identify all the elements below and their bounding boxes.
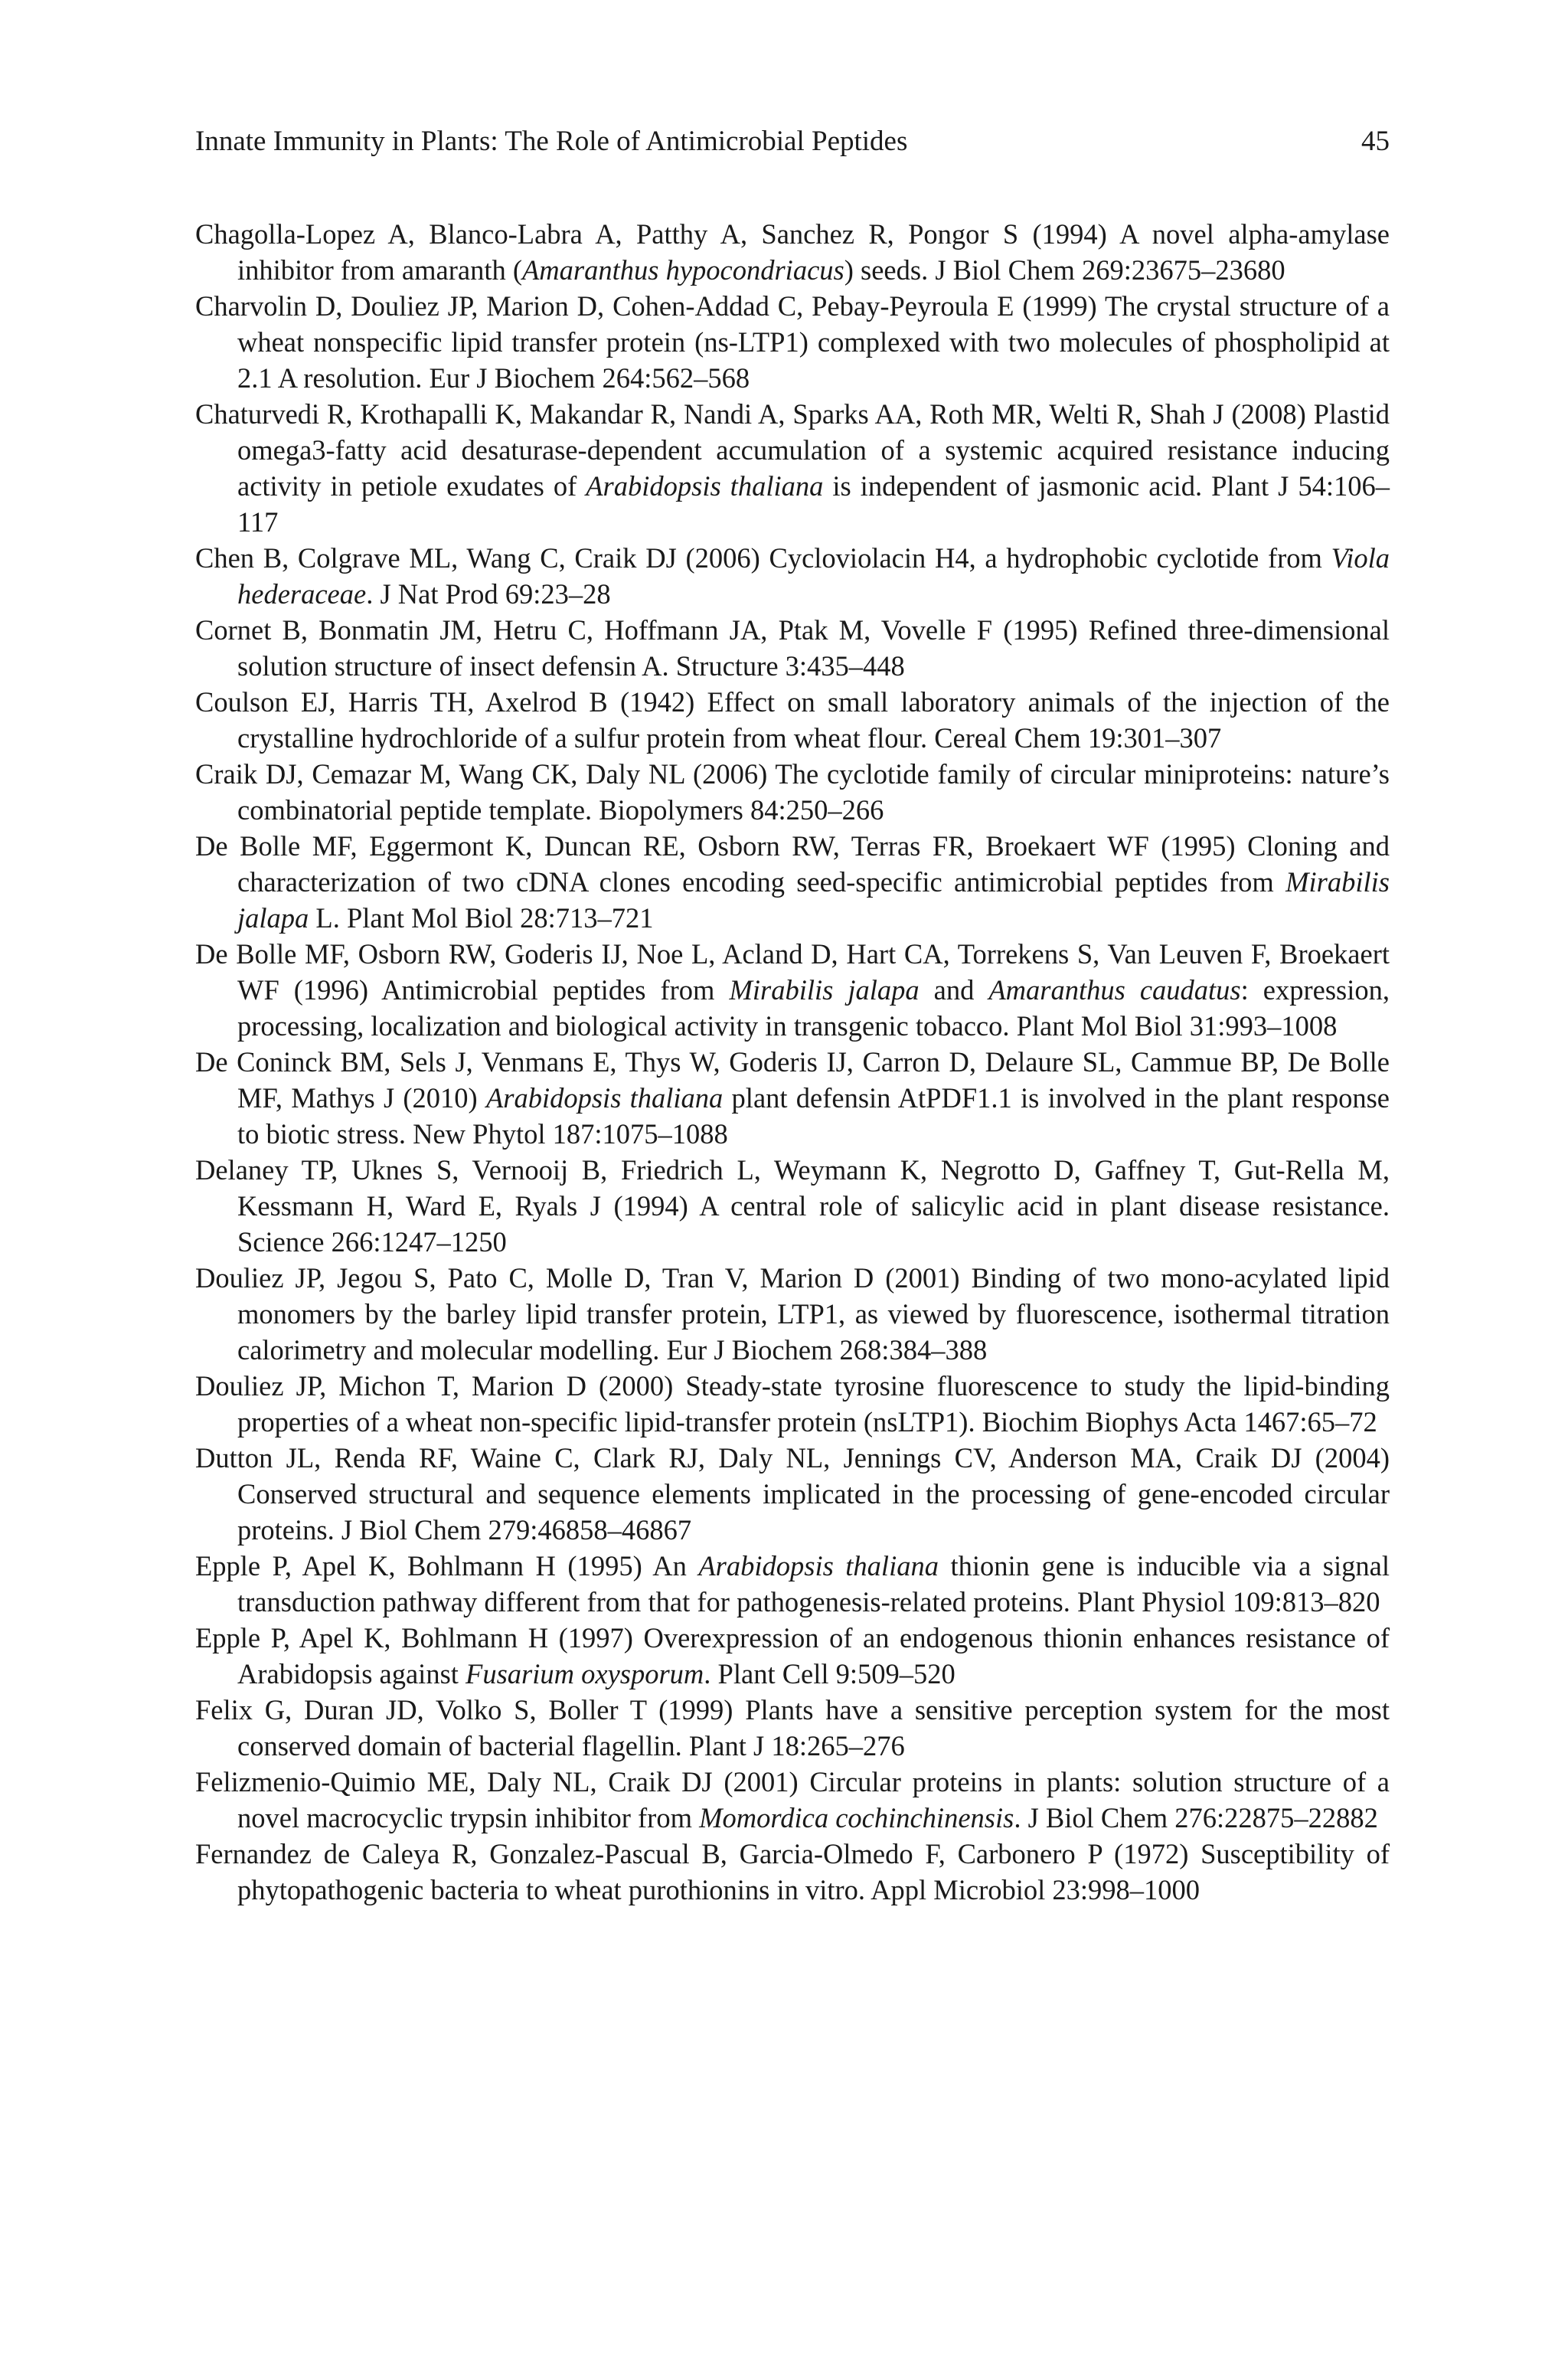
reference-entry	[195, 684, 1390, 756]
reference-text: . Plant Cell 9:509–520	[704, 1658, 956, 1689]
reference-entry	[195, 1836, 1390, 1908]
reference-text: Craik DJ, Cemazar M, Wang CK, Daly NL (2006) The cyclotide family of circular miniproteins: nature’s combinatorial peptide template. Biopolymers 84:250–266	[195, 758, 1390, 826]
reference-text: Chen B, Colgrave ML, Wang C, Craik DJ (2006) Cycloviolacin H4, a hydrophobic cyclotide from	[195, 542, 1331, 574]
reference-text: Chagolla-Lopez A, Blanco-Labra A, Patthy A, Sanchez R, Pongor S (1994) A novel alpha-amylase inhibitor from amaranth (	[195, 218, 1390, 286]
species-name: Mirabilis jalapa	[237, 866, 1390, 934]
reference-text: Epple P, Apel K, Bohlmann H (1997) Overexpression of an endogenous thionin enhances resistance of Arabidopsis against	[195, 1622, 1390, 1689]
reference-text: . J Biol Chem 276:22875–22882	[1014, 1802, 1378, 1833]
reference-entry	[195, 1260, 1390, 1368]
reference-text: Epple P, Apel K, Bohlmann H (1995) An	[195, 1550, 699, 1582]
reference-text: plant defensin AtPDF1.1 is involved in the plant response to biotic stress. New Phytol 187:1075–1088	[237, 1082, 1390, 1150]
reference-entry	[195, 1764, 1390, 1836]
reference-text: L. Plant Mol Biol 28:713–721	[309, 902, 654, 934]
reference-entry	[195, 828, 1390, 936]
species-name: Amaranthus caudatus	[988, 974, 1241, 1006]
species-name: Fusarium oxysporum	[466, 1658, 704, 1689]
reference-text: De Coninck BM, Sels J, Venmans E, Thys W, Goderis IJ, Carron D, Delaure SL, Cammue BP, De Bolle MF, Mathys J (2010)	[195, 1046, 1390, 1114]
reference-entry	[195, 1548, 1390, 1620]
running-title: Innate Immunity in Plants: The Role of Antimicrobial Peptides	[195, 126, 908, 157]
reference-text: Delaney TP, Uknes S, Vernooij B, Friedrich L, Weymann K, Negrotto D, Gaffney T, Gut-Rella M, Kessmann H, Ward E, Ryals J (1994) A central role of salicylic acid in plant disease resistance. Science 266:1247–1250	[195, 1154, 1390, 1258]
reference-text: Fernandez de Caleya R, Gonzalez-Pascual B, Garcia-Olmedo F, Carbonero P (1972) Susceptibility of phytopathogenic bacteria to wheat purothionins in vitro. Appl Microbiol 23:998–1000	[195, 1838, 1390, 1905]
reference-text: Douliez JP, Michon T, Marion D (2000) Steady-state tyrosine fluorescence to study the lipid-binding properties of a wheat non-specific lipid-transfer protein (nsLTP1). Biochim Biophys Acta 1467:65–72	[195, 1370, 1390, 1438]
reference-text: Coulson EJ, Harris TH, Axelrod B (1942) Effect on small laboratory animals of the injection of the crystalline hydrochloride of a sulfur protein from wheat flour. Cereal Chem 19:301–307	[195, 686, 1390, 754]
reference-entry	[195, 1440, 1390, 1548]
species-name: Amaranthus hypocondriacus	[522, 254, 844, 286]
reference-entry	[195, 288, 1390, 396]
reference-entry	[195, 612, 1390, 684]
reference-entry	[195, 1152, 1390, 1260]
reference-text: Charvolin D, Douliez JP, Marion D, Cohen-Addad C, Pebay-Peyroula E (1999) The crystal structure of a wheat nonspecific lipid transfer protein (ns-LTP1) complexed with two molecules of phospholipid at 2.1 A resolution. Eur J Biochem 264:562–568	[195, 290, 1390, 394]
page-header	[195, 123, 1390, 161]
reference-text: De Bolle MF, Eggermont K, Duncan RE, Osborn RW, Terras FR, Broekaert WF (1995) Cloning and characterization of two cDNA clones encoding seed-specific antimicrobial peptides from	[195, 830, 1390, 898]
reference-text: Douliez JP, Jegou S, Pato C, Molle D, Tran V, Marion D (2001) Binding of two mono-acylated lipid monomers by the barley lipid transfer protein, LTP1, as viewed by fluorescence, isothermal titration calorimetry and molecular modelling. Eur J Biochem 268:384–388	[195, 1262, 1390, 1366]
reference-entry	[195, 936, 1390, 1044]
reference-text: and	[919, 974, 989, 1006]
reference-entry	[195, 396, 1390, 540]
reference-text: : expression, processing, localization and biological activity in transgenic tobacco. Plant Mol Biol 31:993–1008	[237, 974, 1390, 1042]
reference-list	[195, 216, 1390, 1908]
species-name: Mirabilis jalapa	[729, 974, 920, 1006]
reference-entry	[195, 1692, 1390, 1764]
reference-text: thionin gene is inducible via a signal transduction pathway different from that for pathogenesis-related proteins. Plant Physiol 109:813–820	[237, 1550, 1390, 1617]
reference-text: is independent of jasmonic acid. Plant J 54:106–117	[237, 470, 1390, 538]
species-name: Arabidopsis thaliana	[485, 1082, 724, 1114]
reference-text: Felizmenio-Quimio ME, Daly NL, Craik DJ (2001) Circular proteins in plants: solution structure of a novel macrocyclic trypsin inhibitor from	[195, 1766, 1390, 1833]
reference-text: Felix G, Duran JD, Volko S, Boller T (1999) Plants have a sensitive perception system for the most conserved domain of bacterial flagellin. Plant J 18:265–276	[195, 1694, 1390, 1761]
reference-entry	[195, 216, 1390, 288]
reference-entry	[195, 1368, 1390, 1440]
reference-text: De Bolle MF, Osborn RW, Goderis IJ, Noe L, Acland D, Hart CA, Torrekens S, Van Leuven F, Broekaert WF (1996) Antimicrobial peptides from	[195, 938, 1390, 1006]
species-name: Arabidopsis thaliana	[698, 1550, 939, 1582]
reference-entry	[195, 540, 1390, 612]
reference-text: ) seeds. J Biol Chem 269:23675–23680	[844, 254, 1285, 286]
species-name: Viola hederaceae	[237, 542, 1390, 610]
reference-text: Chaturvedi R, Krothapalli K, Makandar R, Nandi A, Sparks AA, Roth MR, Welti R, Shah J (2008) Plastid omega3-fatty acid desaturase-dependent accumulation of a systemic acquired resistance inducing activity in petiole exudates of	[195, 398, 1390, 502]
species-name: Momordica cochinchinensis	[699, 1802, 1014, 1833]
reference-entry	[195, 1620, 1390, 1692]
reference-text: Dutton JL, Renda RF, Waine C, Clark RJ, Daly NL, Jennings CV, Anderson MA, Craik DJ (2004) Conserved structural and sequence elements implicated in the processing of gene-encoded circular proteins. J Biol Chem 279:46858–46867	[195, 1442, 1390, 1546]
species-name: Arabidopsis thaliana	[586, 470, 824, 502]
reference-entry	[195, 1044, 1390, 1152]
reference-entry	[195, 756, 1390, 828]
reference-text: . J Nat Prod 69:23–28	[366, 578, 611, 610]
page-number: 45	[1361, 126, 1390, 157]
reference-text: Cornet B, Bonmatin JM, Hetru C, Hoffmann JA, Ptak M, Vovelle F (1995) Refined three-dimensional solution structure of insect defensin A. Structure 3:435–448	[195, 614, 1390, 682]
